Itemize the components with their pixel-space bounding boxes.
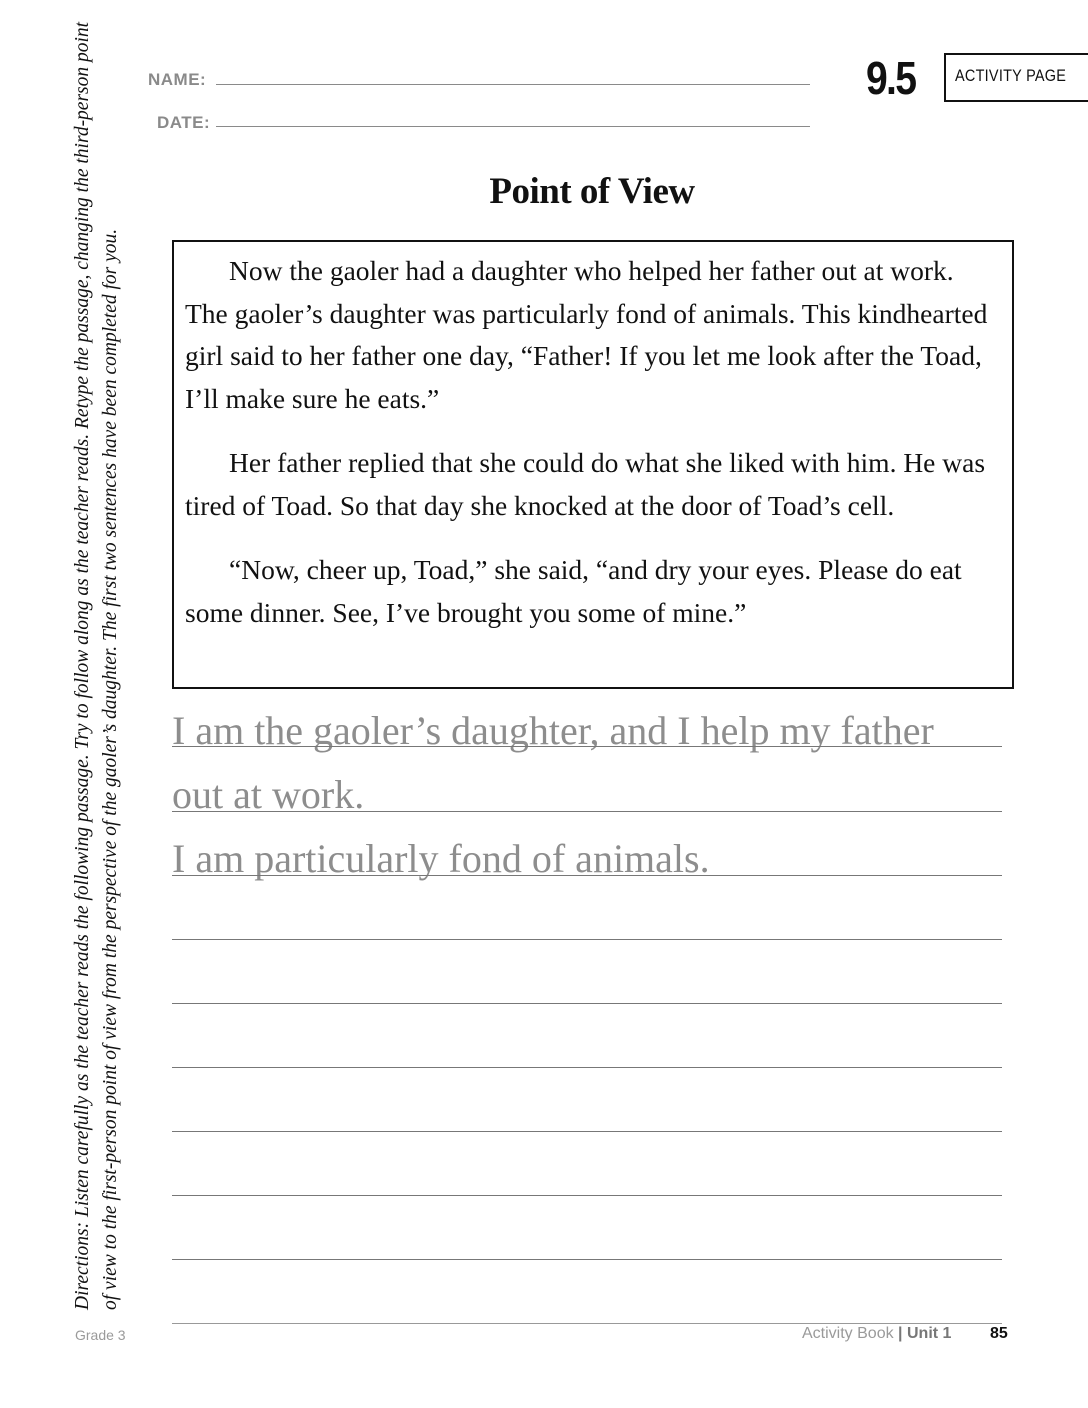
footer-divider — [172, 1323, 1002, 1324]
sample-answer-line-1: I am the gaoler’s daughter, and I help my father — [172, 708, 934, 753]
sample-answer-line-3: I am particularly fond of animals. — [172, 836, 710, 881]
writing-line[interactable] — [172, 811, 1002, 812]
footer-book-info — [802, 1325, 951, 1343]
footer-book: Activity Book — [802, 1325, 894, 1342]
passage-paragraph-2: Her father replied that she could do what she liked with him. He was tired of Toad. So that day she knocked at the door of Toad’s cell. — [185, 447, 986, 521]
date-field-line[interactable] — [216, 126, 810, 127]
activity-page-badge — [944, 53, 1088, 102]
passage-paragraph-1: Now the gaoler had a daughter who helped her father out at work. The gaoler’s daughter was particularly fond of animals. This kindhearted girl said to her father one day, “Father! If you let me look after the Toad, I’ll make sure he eats.” — [185, 255, 988, 414]
footer-page-number: 85 — [990, 1325, 1008, 1342]
footer-grade: Grade 3 — [75, 1327, 126, 1343]
writing-line[interactable] — [172, 875, 1002, 876]
sample-answer-line-2: out at work. — [172, 772, 365, 817]
directions-panel — [69, 20, 159, 1310]
footer-unit: Unit 1 — [906, 1325, 952, 1342]
passage-paragraph-3: “Now, cheer up, Toad,” she said, “and dry your eyes. Please do eat some dinner. See, I’ve brought you some of mine.” — [185, 554, 962, 628]
date-label: DATE: — [157, 113, 211, 132]
writing-line[interactable] — [172, 1195, 1002, 1196]
page-title: Point of View — [489, 171, 695, 212]
directions-text: Directions: Listen carefully as the teacher reads the following passage. Try to follow along as the teacher reads. Retype the passage, changing the third-person point of view to the first-person point of view from the perspective of the gaoler’s daughter. The first two sentences have been completed for you. — [72, 21, 121, 1310]
writing-line[interactable] — [172, 939, 1002, 940]
passage-box — [172, 240, 1014, 689]
writing-line[interactable] — [172, 1259, 1002, 1260]
writing-line[interactable] — [172, 1131, 1002, 1132]
activity-number: 9.5 — [866, 52, 916, 104]
name-field-line[interactable] — [216, 84, 810, 85]
activity-page-label: ACTIVITY PAGE — [955, 66, 1067, 85]
writing-line[interactable] — [172, 1067, 1002, 1068]
writing-line[interactable] — [172, 1003, 1002, 1004]
writing-line[interactable] — [172, 746, 1002, 747]
footer-separator: | — [898, 1325, 903, 1342]
name-label: NAME: — [148, 70, 207, 89]
